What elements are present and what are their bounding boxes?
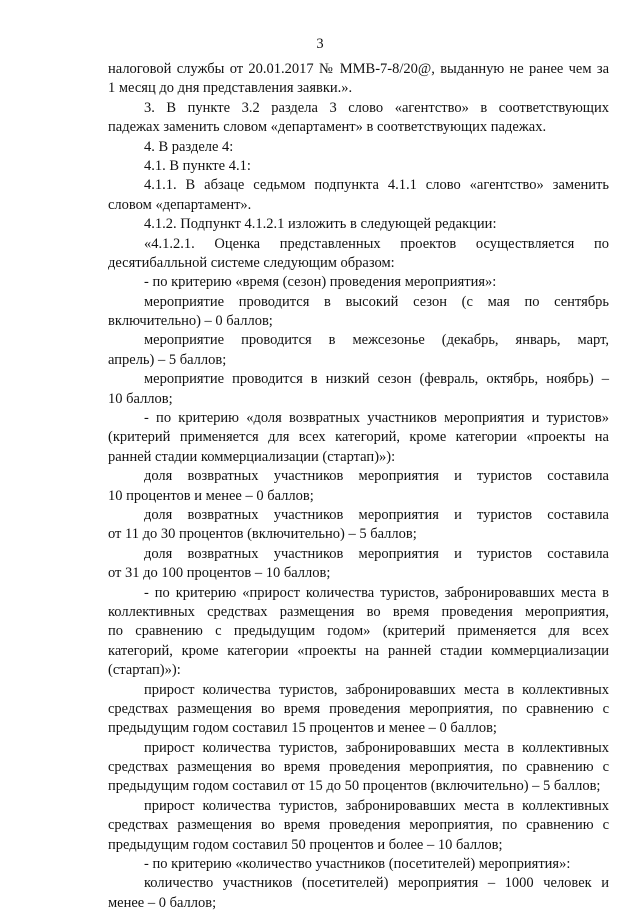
paragraph-line: средствах размещения во время проведения мероприятия, по сравнению с <box>108 700 609 717</box>
paragraph-line: 10 баллов; <box>108 390 173 407</box>
paragraph <box>108 855 609 874</box>
paragraph <box>108 370 609 409</box>
paragraph-line: включительно) – 0 баллов; <box>108 313 273 330</box>
paragraph-line: (критерий применяется для всех категорий, кроме категории «проекты на <box>108 429 609 446</box>
paragraph-line: от 31 до 100 процентов – 10 баллов; <box>108 565 331 582</box>
paragraph-line: ранней стадии коммерциализации (стартап)»): <box>108 448 396 465</box>
paragraph <box>108 409 609 467</box>
paragraph <box>108 331 609 370</box>
paragraph-line: доля возвратных участников мероприятия и туристов составила <box>144 506 609 523</box>
paragraph <box>108 545 609 584</box>
paragraph-line: 10 процентов и менее – 0 баллов; <box>108 487 314 504</box>
paragraph-line: 3. В пункте 3.2 раздела 3 слово «агентство» в соответствующих <box>144 99 609 116</box>
paragraph-line: - по критерию «количество участников (посетителей) мероприятия»: <box>144 856 571 873</box>
paragraph-line: средствах размещения во время проведения мероприятия, по сравнению с <box>108 817 609 834</box>
paragraph <box>108 60 609 99</box>
paragraph-line: доля возвратных участников мероприятия и туристов составила <box>144 545 609 562</box>
paragraph-line: 4.1. В пункте 4.1: <box>144 157 251 174</box>
paragraph-line: средствах размещения во время проведения мероприятия, по сравнению с <box>108 759 609 776</box>
paragraph-line: словом «департамент». <box>108 196 252 213</box>
paragraph-line: предыдущим годом составил от 15 до 50 процентов (включительно) – 5 баллов; <box>108 778 601 795</box>
paragraph-line: - по критерию «доля возвратных участников мероприятия и туристов» <box>144 410 609 427</box>
paragraph-line: категорий, кроме категории «проекты на ранней стадии коммерциализации <box>108 642 609 659</box>
paragraph <box>108 797 609 855</box>
paragraph-line: 1 месяц до дня представления заявки.». <box>108 80 353 97</box>
paragraph-line: предыдущим годом составил 15 процентов и менее – 0 баллов; <box>108 720 497 737</box>
paragraph-line: доля возвратных участников мероприятия и туристов составила <box>144 468 609 485</box>
paragraph-line: «4.1.2.1. Оценка представленных проектов осуществляется по <box>144 235 609 252</box>
paragraph-line: апрель) – 5 баллов; <box>108 351 227 368</box>
paragraph <box>108 176 609 215</box>
paragraph <box>108 293 609 332</box>
paragraph-line: по сравнению с предыдущим годом» (критерий применяется для всех <box>108 623 609 640</box>
paragraph <box>108 584 609 681</box>
paragraph-line: десятибалльной системе следующим образом: <box>108 254 395 271</box>
paragraph-line: мероприятие проводится в высокий сезон (с мая по сентябрь <box>144 293 609 310</box>
paragraph-line: (стартап)»): <box>108 662 181 679</box>
paragraph-line: прирост количества туристов, забронировавших места в коллективных <box>144 739 609 756</box>
paragraph <box>108 467 609 506</box>
paragraph-line: налоговой службы от 20.01.2017 № ММВ-7-8/20@, выданную не ранее чем за <box>108 61 609 77</box>
paragraph-line: 4.1.2. Подпункт 4.1.2.1 изложить в следующей редакции: <box>144 216 497 233</box>
paragraph-line: менее – 0 баллов; <box>108 894 217 911</box>
paragraph-line: 4. В разделе 4: <box>144 138 234 155</box>
paragraph-line: предыдущим годом составил 50 процентов и более – 10 баллов; <box>108 836 503 853</box>
paragraph-line: мероприятие проводится в низкий сезон (февраль, октябрь, ноябрь) – <box>144 371 609 388</box>
page-number: 3 <box>316 36 324 52</box>
paragraph-line: падежах заменить словом «департамент» в соответствующих падежах. <box>108 119 547 136</box>
paragraph-line: количество участников (посетителей) мероприятия – 1000 человек и <box>144 875 609 892</box>
paragraph-line: прирост количества туристов, забронировавших места в коллективных <box>144 797 609 814</box>
paragraph <box>108 681 609 739</box>
paragraph <box>108 739 609 797</box>
paragraph <box>108 157 609 176</box>
paragraph-line: прирост количества туристов, забронировавших места в коллективных <box>144 681 609 698</box>
paragraph-line: 4.1.1. В абзаце седьмом подпункта 4.1.1 слово «агентство» заменить <box>144 177 609 194</box>
paragraph-line: коллективных средствах размещения во время проведения мероприятия, <box>108 603 609 620</box>
paragraph-line: - по критерию «прирост количества туристов, забронировавших места в <box>144 584 609 601</box>
document-body <box>108 60 609 913</box>
paragraph-line: от 11 до 30 процентов (включительно) – 5 баллов; <box>108 526 417 543</box>
paragraph <box>108 215 609 234</box>
paragraph <box>108 235 609 274</box>
paragraph <box>108 99 609 138</box>
paragraph <box>108 273 609 292</box>
paragraph-line: - по критерию «время (сезон) проведения мероприятия»: <box>144 274 497 291</box>
paragraph <box>108 506 609 545</box>
paragraph <box>108 138 609 157</box>
paragraph-line: мероприятие проводится в межсезонье (декабрь, январь, март, <box>144 332 609 349</box>
paragraph <box>108 874 609 913</box>
